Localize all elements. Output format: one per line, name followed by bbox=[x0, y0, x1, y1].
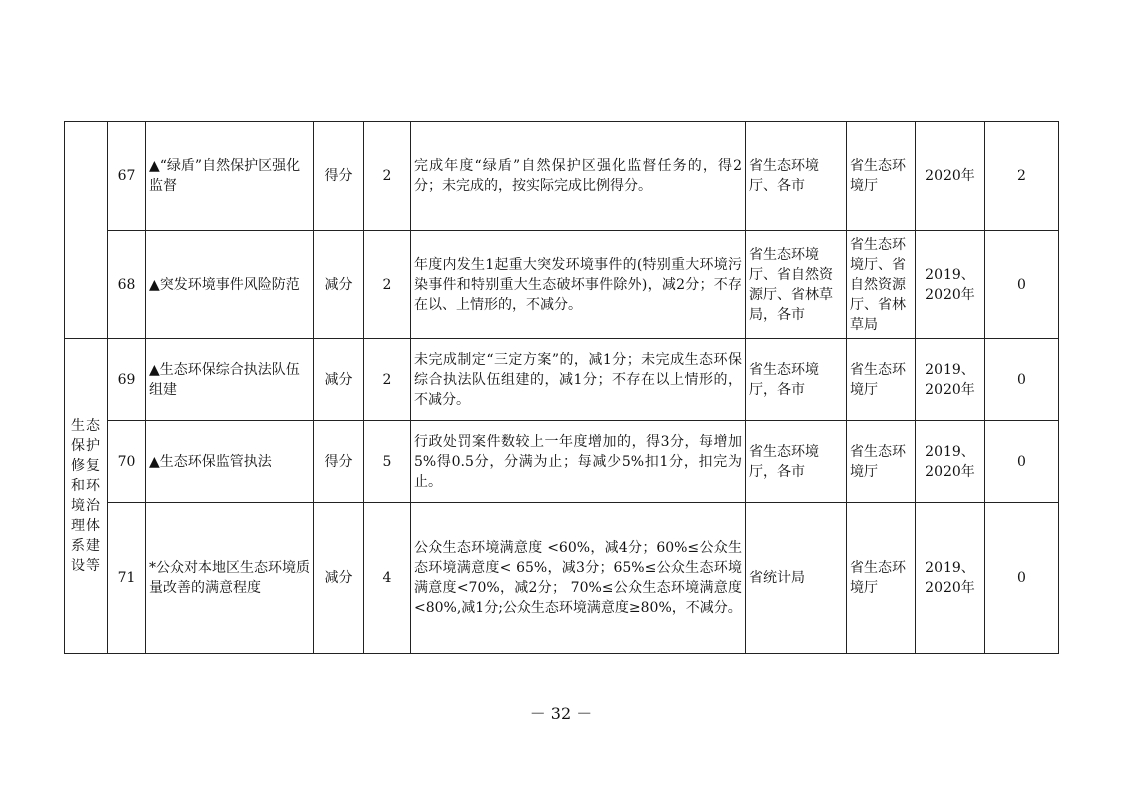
row-number: 69 bbox=[108, 339, 146, 421]
score-value: 2 bbox=[364, 339, 411, 421]
scoring-standard: 公众生态环境满意度 <60%，减4分；60%≤公众生态环境满意度< 65%，减3分；65%≤公众生态环境满意度<70%，减2分； 70%≤公众生态环境满意度<80%,减1分;公众生态环境满意度≥80%，不减分。 bbox=[411, 503, 746, 654]
page-number: － 32 － bbox=[529, 704, 593, 723]
scoring-standard: 行政处罚案件数较上一年度增加的，得3分，每增加5%得0.5分，分满为止；每减少5%扣1分，扣完为止。 bbox=[411, 421, 746, 503]
category-cell-continued bbox=[65, 122, 108, 339]
base-score: 2 bbox=[985, 122, 1059, 231]
category-cell: 生态保护修复和环境治理体系建设等 bbox=[65, 339, 108, 654]
score-value: 4 bbox=[364, 503, 411, 654]
assessing-department: 省生态环境厅 bbox=[847, 503, 916, 654]
score-value: 5 bbox=[364, 421, 411, 503]
indicator-table bbox=[64, 121, 1059, 654]
table-row bbox=[65, 231, 1059, 339]
indicator-name: ▲生态环保综合执法队伍组建 bbox=[146, 339, 314, 421]
score-type: 得分 bbox=[314, 421, 364, 503]
data-provider: 省统计局 bbox=[746, 503, 847, 654]
score-type: 得分 bbox=[314, 122, 364, 231]
data-provider: 省生态环境厅、各市 bbox=[746, 122, 847, 231]
data-year: 2020年 bbox=[916, 122, 985, 231]
scoring-standard: 完成年度“绿盾”自然保护区强化监督任务的，得2分；未完成的，按实际完成比例得分。 bbox=[411, 122, 746, 231]
score-type: 减分 bbox=[314, 503, 364, 654]
indicator-name: ▲“绿盾”自然保护区强化监督 bbox=[146, 122, 314, 231]
assessing-department: 省生态环境厅 bbox=[847, 122, 916, 231]
data-year: 2019、2020年 bbox=[916, 231, 985, 339]
row-number: 71 bbox=[108, 503, 146, 654]
score-type: 减分 bbox=[314, 339, 364, 421]
data-provider: 省生态环境厅，各市 bbox=[746, 339, 847, 421]
base-score: 0 bbox=[985, 421, 1059, 503]
data-year: 2019、2020年 bbox=[916, 503, 985, 654]
assessing-department: 省生态环境厅、省自然资源厅、省林草局 bbox=[847, 231, 916, 339]
table-row bbox=[65, 339, 1059, 421]
assessing-department: 省生态环境厅 bbox=[847, 421, 916, 503]
scoring-standard: 年度内发生1起重大突发环境事件的(特别重大环境污染事件和特别重大生态破坏事件除外)，减2分；不存在以、上情形的，不减分。 bbox=[411, 231, 746, 339]
base-score: 0 bbox=[985, 339, 1059, 421]
table-row bbox=[65, 122, 1059, 231]
score-value: 2 bbox=[364, 231, 411, 339]
table-row bbox=[65, 421, 1059, 503]
indicator-name: ▲突发环境事件风险防范 bbox=[146, 231, 314, 339]
base-score: 0 bbox=[985, 503, 1059, 654]
table-row bbox=[65, 503, 1059, 654]
indicator-name: ▲生态环保监管执法 bbox=[146, 421, 314, 503]
data-year: 2019、2020年 bbox=[916, 339, 985, 421]
assessing-department: 省生态环境厅 bbox=[847, 339, 916, 421]
data-provider: 省生态环境厅，各市 bbox=[746, 421, 847, 503]
row-number: 70 bbox=[108, 421, 146, 503]
indicator-name: *公众对本地区生态环境质量改善的满意程度 bbox=[146, 503, 314, 654]
scoring-standard: 未完成制定“三定方案”的，减1分；未完成生态环保综合执法队伍组建的，减1分；不存在以上情形的，不减分。 bbox=[411, 339, 746, 421]
base-score: 0 bbox=[985, 231, 1059, 339]
row-number: 67 bbox=[108, 122, 146, 231]
row-number: 68 bbox=[108, 231, 146, 339]
data-provider: 省生态环境厅、省自然资源厅、省林草局，各市 bbox=[746, 231, 847, 339]
score-value: 2 bbox=[364, 122, 411, 231]
data-year: 2019、2020年 bbox=[916, 421, 985, 503]
score-type: 减分 bbox=[314, 231, 364, 339]
